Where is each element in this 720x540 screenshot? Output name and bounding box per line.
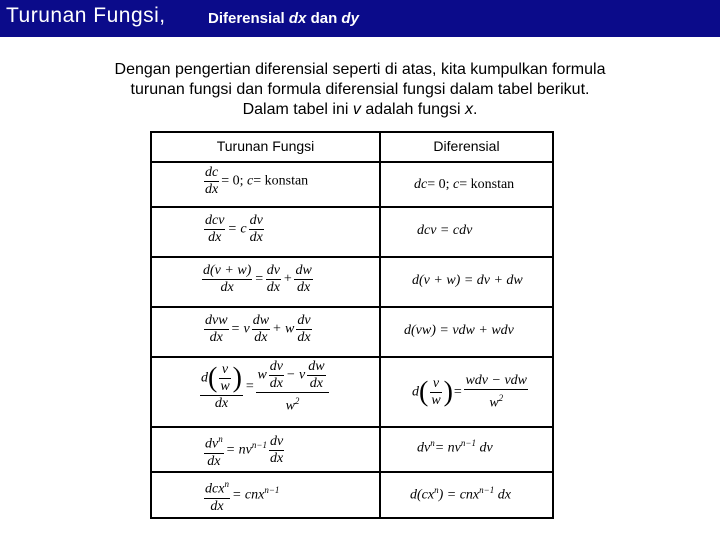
derivative-formula-sum xyxy=(200,263,315,296)
formula-text: = nv xyxy=(225,442,252,458)
fraction xyxy=(269,434,284,467)
fraction xyxy=(204,476,230,515)
exponent: 2 xyxy=(294,396,300,406)
formula-text: d(cx xyxy=(410,487,435,503)
fraction xyxy=(269,359,284,392)
fraction xyxy=(464,373,528,412)
intro-line-3-mid: adalah fungsi xyxy=(365,101,461,118)
fraction-numerator xyxy=(200,362,243,396)
differential-formula-constant xyxy=(414,177,514,193)
formula-table xyxy=(150,131,554,519)
formula-text: − v xyxy=(286,367,306,383)
row-divider xyxy=(152,426,552,428)
fraction-denominator: dx xyxy=(205,182,219,197)
fraction xyxy=(296,313,311,346)
fraction xyxy=(204,431,224,470)
exponent: n xyxy=(224,479,229,489)
fraction-numerator: dv xyxy=(269,433,284,449)
subtitle-and: dan xyxy=(310,10,338,27)
fraction xyxy=(256,359,328,415)
fraction-numerator: dc xyxy=(205,165,219,180)
differential-formula-product: d(vw) = vdw + wdv xyxy=(404,323,514,338)
paren-left: ( xyxy=(419,376,429,408)
differential-formula-scaled-power xyxy=(410,485,511,504)
intro-paragraph xyxy=(40,60,680,120)
differential-formula-scalar: dcv = cdv xyxy=(417,223,473,238)
exponent: 2 xyxy=(498,393,504,403)
fraction-denominator: w xyxy=(220,378,230,394)
derivative-formula-constant xyxy=(202,165,308,198)
formula-text: = c xyxy=(227,221,247,237)
fraction-denominator: dx xyxy=(207,453,221,469)
subtitle-var-dy: dy xyxy=(341,10,359,27)
formula-text: = 0; xyxy=(221,173,244,189)
fraction-numerator: d(v + w) xyxy=(203,263,252,278)
row-divider xyxy=(152,471,552,473)
derivative-formula-scalar xyxy=(202,213,266,246)
formula-text: = konstan xyxy=(253,173,309,189)
fraction-denominator: dx xyxy=(269,450,284,466)
fraction-numerator: v xyxy=(219,362,230,379)
exponent: n xyxy=(430,438,435,448)
fraction xyxy=(202,263,252,296)
row-divider xyxy=(152,256,552,258)
fraction-numerator: v xyxy=(430,376,441,393)
derivative-formula-power xyxy=(202,431,286,470)
intro-line-2: turunan fungsi dan formula diferensial fungsi dalam tabel berikut. xyxy=(130,81,590,98)
fraction-denominator: dx xyxy=(266,280,280,295)
fraction-numerator: dw xyxy=(252,313,270,328)
title-bar xyxy=(0,0,720,37)
fraction-denominator: w xyxy=(431,392,441,408)
formula-text: d xyxy=(412,384,419,400)
exponent: n xyxy=(434,485,439,495)
fraction-denominator: dx xyxy=(254,330,268,345)
paren-right: ) xyxy=(232,362,242,394)
fraction-denominator xyxy=(256,393,328,415)
row-divider xyxy=(152,356,552,358)
fraction xyxy=(266,263,281,296)
fraction-denominator: dx xyxy=(208,230,222,245)
fraction xyxy=(249,213,264,246)
fraction-numerator: wdv − vdw xyxy=(465,373,528,388)
fraction-numerator: dvw xyxy=(205,313,228,328)
fraction xyxy=(204,313,229,346)
paren-right: ) xyxy=(443,376,453,408)
formula-text: dv xyxy=(479,440,493,456)
formula-text: w xyxy=(489,395,499,411)
derivative-formula-quotient xyxy=(198,359,331,415)
fraction-denominator: dx xyxy=(209,330,223,345)
fraction xyxy=(294,263,312,296)
fraction-numerator: dv xyxy=(297,313,311,328)
intro-line-3 xyxy=(40,100,680,120)
formula-text: = 0; xyxy=(427,177,450,192)
formula-text: = xyxy=(245,379,255,395)
fraction xyxy=(200,362,243,412)
row-divider xyxy=(152,306,552,308)
exponent: n−1 xyxy=(264,484,280,495)
fraction-numerator: dv xyxy=(266,263,280,278)
formula-text: = v xyxy=(230,321,250,337)
formula-text: d xyxy=(201,370,208,386)
fraction-numerator: dv xyxy=(249,213,263,228)
fraction xyxy=(307,359,325,392)
formula-text: = nv xyxy=(434,440,461,456)
formula-text: = cnx xyxy=(231,487,265,503)
fraction xyxy=(252,313,270,346)
fraction-denominator: dx xyxy=(297,280,311,295)
formula-text: ) = cnx xyxy=(438,487,480,503)
fraction xyxy=(430,376,441,409)
fraction-denominator xyxy=(464,390,528,412)
intro-line-3-prefix: Dalam tabel ini xyxy=(242,101,349,118)
fraction-numerator: dw xyxy=(308,359,325,374)
fraction-numerator: dv xyxy=(269,359,284,374)
fraction-denominator: dx xyxy=(309,376,323,391)
differential-formula-quotient xyxy=(412,373,530,412)
paren-left: ( xyxy=(208,362,218,394)
fraction-denominator: dx xyxy=(269,376,284,391)
formula-text: = xyxy=(254,271,264,287)
fraction-numerator xyxy=(256,359,328,393)
fraction-numerator: dw xyxy=(295,263,312,278)
fraction xyxy=(204,165,219,198)
fraction-denominator: dx xyxy=(249,230,263,245)
row-divider xyxy=(152,206,552,208)
intro-var-v: v xyxy=(352,101,361,118)
fraction-numerator xyxy=(204,476,230,499)
exponent: n−1 xyxy=(479,485,495,495)
formula-text: dv xyxy=(417,440,431,456)
formula-text: dx xyxy=(497,487,511,503)
formula-text: w xyxy=(285,398,295,414)
fraction-denominator: dx xyxy=(210,498,224,514)
formula-text: c xyxy=(453,177,460,192)
intro-line-1: Dengan pengertian diferensial seperti di atas, kita kumpulkan formula xyxy=(114,61,606,78)
column-divider xyxy=(379,133,381,517)
exponent: n−1 xyxy=(251,439,267,450)
row-divider xyxy=(152,161,552,163)
formula-text: dcx xyxy=(205,481,225,497)
exponent: n−1 xyxy=(460,438,476,448)
fraction-denominator: dx xyxy=(297,330,311,345)
slide-subtitle xyxy=(208,10,359,27)
column-header-turunan: Turunan Fungsi xyxy=(216,138,315,154)
formula-text: dc xyxy=(414,177,428,192)
formula-text: c xyxy=(247,173,254,189)
formula-text: w xyxy=(257,367,267,383)
exponent: n xyxy=(218,434,223,444)
column-header-diferensial: Diferensial xyxy=(433,138,500,154)
fraction xyxy=(204,213,225,246)
intro-line-3-end: . xyxy=(472,101,478,118)
differential-formula-power xyxy=(417,438,493,457)
formula-text: dv xyxy=(205,436,219,452)
differential-formula-sum: d(v + w) = dv + dw xyxy=(412,273,523,288)
fraction xyxy=(219,362,230,395)
formula-text: + w xyxy=(272,321,295,337)
formula-text: = xyxy=(453,384,463,400)
slide-title: Turunan Fungsi, xyxy=(6,4,166,27)
subtitle-prefix: Diferensial xyxy=(208,10,285,27)
derivative-formula-scaled-power xyxy=(202,476,279,515)
fraction-denominator: dx xyxy=(214,395,229,411)
intro-var-x: x xyxy=(464,101,473,118)
formula-text: + xyxy=(283,271,293,287)
fraction-numerator: dcv xyxy=(205,213,225,228)
derivative-formula-product xyxy=(202,313,314,346)
subtitle-var-dx: dx xyxy=(288,10,307,27)
fraction-denominator: dx xyxy=(220,280,234,295)
fraction-numerator xyxy=(204,431,224,454)
formula-text: = konstan xyxy=(459,177,515,192)
